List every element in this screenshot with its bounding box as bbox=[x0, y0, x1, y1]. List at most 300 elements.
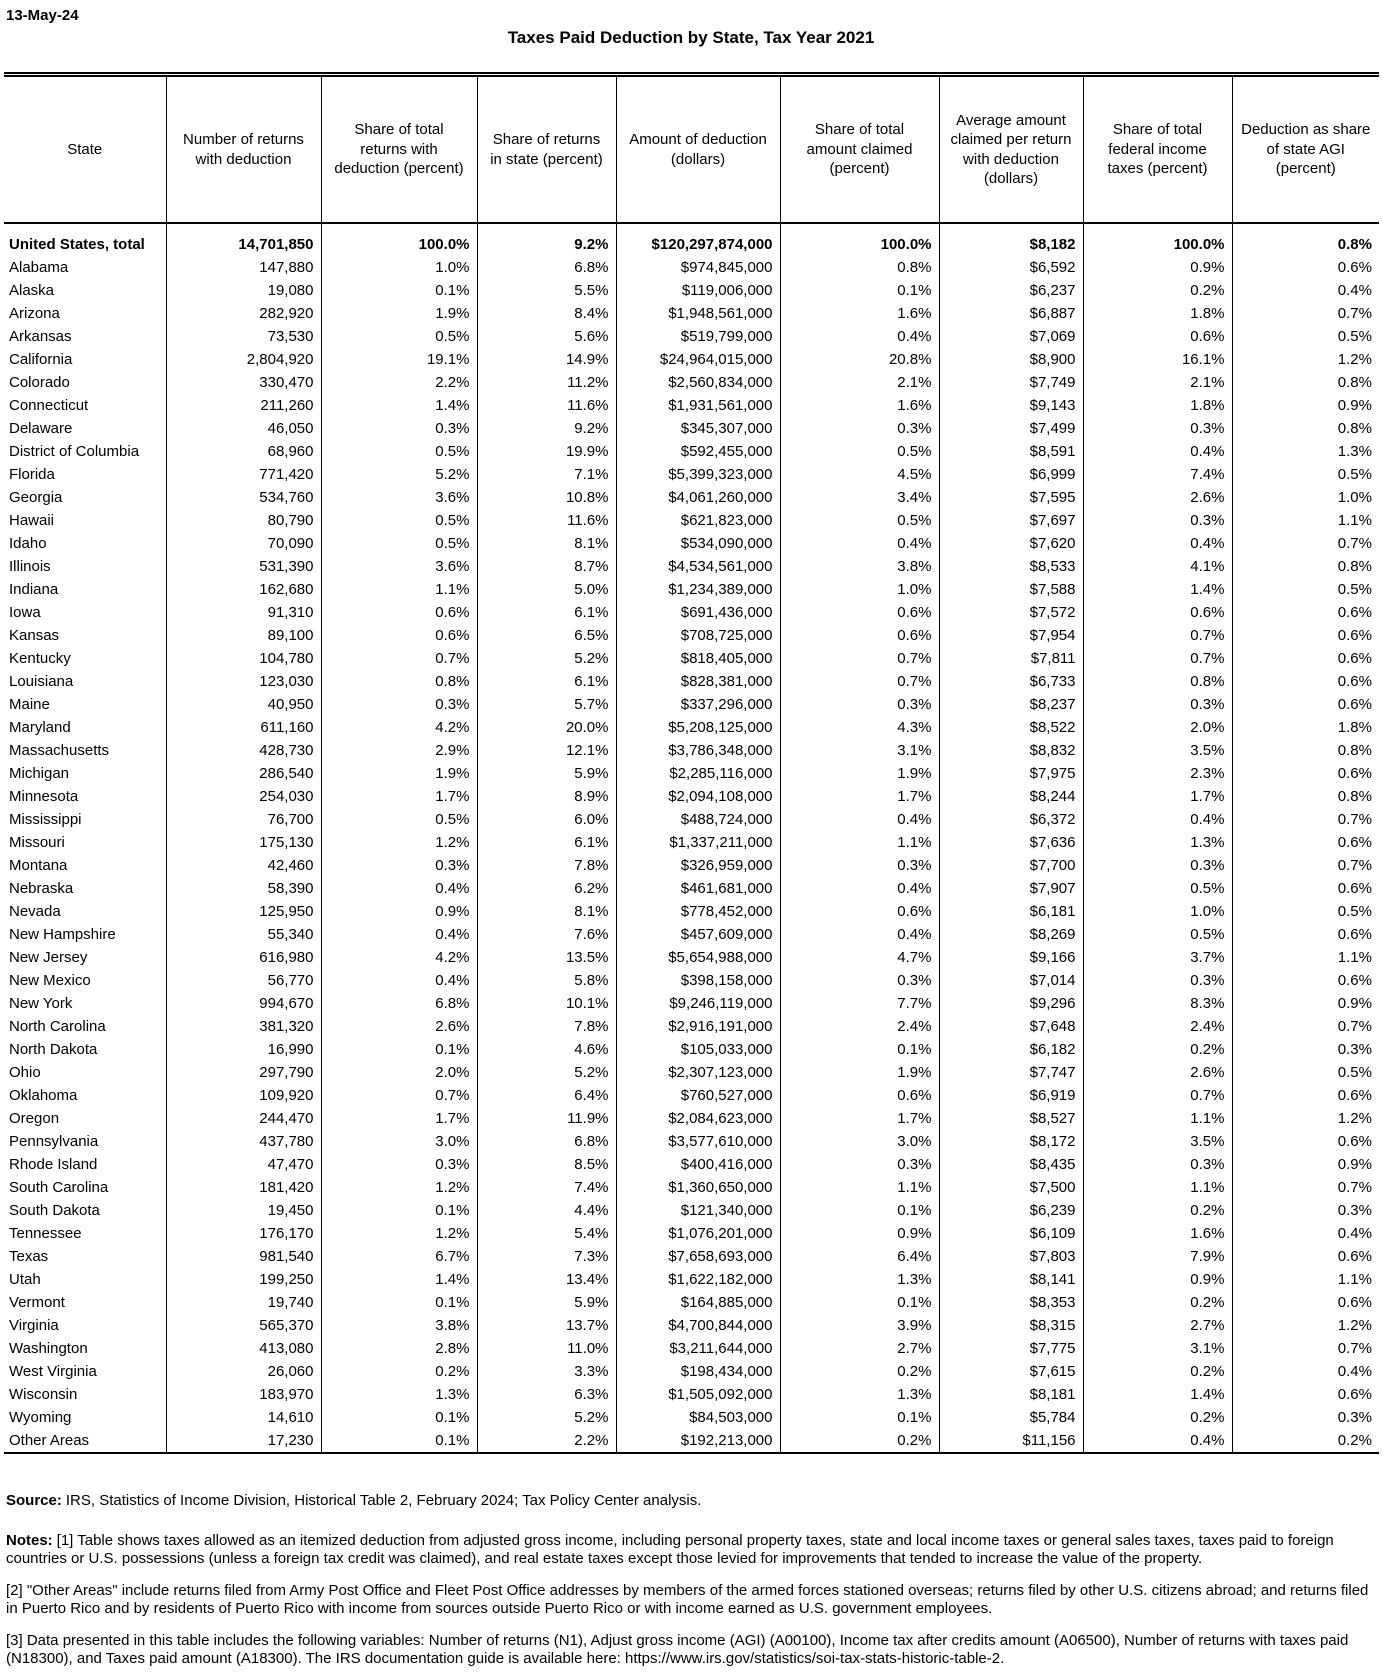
value-cell: 0.4% bbox=[1337, 1225, 1372, 1242]
value-cell: 7.8% bbox=[477, 854, 616, 877]
table-row bbox=[4, 1314, 1379, 1337]
page-title: Taxes Paid Deduction by State, Tax Year 2021 bbox=[507, 28, 875, 47]
value-cell: $1,234,389,000 bbox=[616, 578, 780, 601]
value-cell: $8,181 bbox=[939, 1383, 1083, 1406]
value-cell: 1.1% bbox=[1337, 1271, 1372, 1288]
state-cell: West Virginia bbox=[4, 1360, 166, 1383]
value-cell: $8,591 bbox=[939, 440, 1083, 463]
value-cell: 8.5% bbox=[477, 1153, 616, 1176]
value-cell: 20.0% bbox=[477, 716, 616, 739]
value-cell: 2.3% bbox=[1083, 762, 1232, 785]
value-cell: $1,337,211,000 bbox=[616, 831, 780, 854]
value-cell: $708,725,000 bbox=[616, 624, 780, 647]
value-cell: $6,999 bbox=[939, 463, 1083, 486]
table-row bbox=[4, 992, 1379, 1015]
value-cell: $818,405,000 bbox=[616, 647, 780, 670]
value-cell: $828,381,000 bbox=[616, 670, 780, 693]
value-cell: 100.0% bbox=[780, 223, 939, 256]
notes-label: Notes: bbox=[6, 1532, 53, 1549]
value-cell: 0.6% bbox=[1337, 1386, 1372, 1403]
col-header-state: State bbox=[4, 75, 166, 224]
value-cell: $2,285,116,000 bbox=[616, 762, 780, 785]
value-cell: 3.1% bbox=[1083, 1337, 1232, 1360]
value-cell: 19.9% bbox=[477, 440, 616, 463]
value-cell: 0.6% bbox=[1083, 325, 1232, 348]
state-cell: Rhode Island bbox=[4, 1153, 166, 1176]
value-cell: 0.5% bbox=[1083, 923, 1232, 946]
state-cell: North Carolina bbox=[4, 1015, 166, 1038]
value-cell: 0.3% bbox=[1083, 509, 1232, 532]
value-cell: 616,980 bbox=[166, 946, 321, 969]
value-cell: 1.4% bbox=[321, 394, 477, 417]
table-row bbox=[4, 509, 1379, 532]
value-cell: 16,990 bbox=[166, 1038, 321, 1061]
state-cell: Kentucky bbox=[4, 647, 166, 670]
state-cell: Iowa bbox=[4, 601, 166, 624]
value-cell: 0.4% bbox=[1083, 1429, 1232, 1453]
value-cell: 0.1% bbox=[321, 1038, 477, 1061]
value-cell: 0.5% bbox=[321, 808, 477, 831]
table-row bbox=[4, 1268, 1379, 1291]
value-cell: $3,577,610,000 bbox=[616, 1130, 780, 1153]
value-cell: 1.4% bbox=[1083, 1383, 1232, 1406]
value-cell: $7,954 bbox=[939, 624, 1083, 647]
value-cell: 0.6% bbox=[780, 601, 939, 624]
value-cell: 6.8% bbox=[321, 992, 477, 1015]
value-cell: 7.3% bbox=[477, 1245, 616, 1268]
value-cell: $8,435 bbox=[939, 1153, 1083, 1176]
state-cell: Mississippi bbox=[4, 808, 166, 831]
value-cell: 2.6% bbox=[1083, 1061, 1232, 1084]
value-cell: 0.6% bbox=[1337, 926, 1372, 943]
value-cell: 0.9% bbox=[1083, 256, 1232, 279]
table-row bbox=[4, 1038, 1379, 1061]
state-cell: Maine bbox=[4, 693, 166, 716]
value-cell: 5.2% bbox=[477, 647, 616, 670]
value-cell: $120,297,874,000 bbox=[616, 223, 780, 256]
value-cell: 0.4% bbox=[1337, 282, 1372, 299]
value-cell: $4,534,561,000 bbox=[616, 555, 780, 578]
value-cell: 7.4% bbox=[477, 1176, 616, 1199]
value-cell: 5.2% bbox=[477, 1061, 616, 1084]
state-cell: New Jersey bbox=[4, 946, 166, 969]
value-cell: $760,527,000 bbox=[616, 1084, 780, 1107]
value-cell: 6.2% bbox=[477, 877, 616, 900]
value-cell: $2,307,123,000 bbox=[616, 1061, 780, 1084]
value-cell: 0.3% bbox=[780, 969, 939, 992]
value-cell: 254,030 bbox=[166, 785, 321, 808]
table-row bbox=[4, 877, 1379, 900]
value-cell: 3.8% bbox=[780, 555, 939, 578]
value-cell: $345,307,000 bbox=[616, 417, 780, 440]
value-cell: 981,540 bbox=[166, 1245, 321, 1268]
value-cell: 8.9% bbox=[477, 785, 616, 808]
value-cell: 1.9% bbox=[321, 302, 477, 325]
value-cell: 80,790 bbox=[166, 509, 321, 532]
value-cell: $8,353 bbox=[939, 1291, 1083, 1314]
value-cell: $164,885,000 bbox=[616, 1291, 780, 1314]
state-cell: Missouri bbox=[4, 831, 166, 854]
value-cell: $2,560,834,000 bbox=[616, 371, 780, 394]
state-cell: Alabama bbox=[4, 256, 166, 279]
state-cell: Washington bbox=[4, 1337, 166, 1360]
value-cell: 0.6% bbox=[780, 1084, 939, 1107]
value-cell: 0.7% bbox=[1337, 535, 1372, 552]
col-header-deduction-share-agi: Deduction as share of state AGI (percent) bbox=[1232, 75, 1379, 224]
col-header-share-returns-in-state: Share of returns in state (percent) bbox=[477, 75, 616, 224]
value-cell: 0.4% bbox=[780, 325, 939, 348]
state-cell: Idaho bbox=[4, 532, 166, 555]
value-cell: 1.0% bbox=[780, 578, 939, 601]
value-cell: $7,803 bbox=[939, 1245, 1083, 1268]
state-cell: North Dakota bbox=[4, 1038, 166, 1061]
value-cell: $8,182 bbox=[939, 223, 1083, 256]
value-cell: 0.3% bbox=[1083, 693, 1232, 716]
table-row bbox=[4, 578, 1379, 601]
value-cell: 0.8% bbox=[1083, 670, 1232, 693]
table-row bbox=[4, 762, 1379, 785]
value-cell: 0.3% bbox=[1083, 1153, 1232, 1176]
value-cell: $9,143 bbox=[939, 394, 1083, 417]
value-cell: 46,050 bbox=[166, 417, 321, 440]
value-cell: 1.7% bbox=[780, 785, 939, 808]
table-row bbox=[4, 1199, 1379, 1222]
value-cell: 0.5% bbox=[780, 440, 939, 463]
value-cell: $7,907 bbox=[939, 877, 1083, 900]
value-cell: $8,237 bbox=[939, 693, 1083, 716]
value-cell: 11.2% bbox=[477, 371, 616, 394]
value-cell: $691,436,000 bbox=[616, 601, 780, 624]
value-cell: $8,269 bbox=[939, 923, 1083, 946]
state-cell: United States, total bbox=[4, 223, 166, 256]
value-cell: 3.7% bbox=[1083, 946, 1232, 969]
value-cell: 0.4% bbox=[1083, 532, 1232, 555]
state-cell: Nebraska bbox=[4, 877, 166, 900]
note-3-text: [3] Data presented in this table includes the following variables: Number of returns (N1), Adjust gross income (AGI) (A00100), Income tax after credits amount (A06500), Number of returns with taxes paid (N18300), and Taxes paid amount (A18300). The IRS documentation guide is available here: https://www.irs.gov/statistics/soi-tax-stats-historic-table-2. bbox=[6, 1632, 1349, 1667]
state-cell: Indiana bbox=[4, 578, 166, 601]
value-cell: $6,372 bbox=[939, 808, 1083, 831]
value-cell: 0.5% bbox=[321, 440, 477, 463]
value-cell: 6.8% bbox=[477, 1130, 616, 1153]
value-cell: 55,340 bbox=[166, 923, 321, 946]
value-cell: 162,680 bbox=[166, 578, 321, 601]
value-cell: 0.3% bbox=[321, 1153, 477, 1176]
value-cell: 1.6% bbox=[780, 394, 939, 417]
value-cell: 0.7% bbox=[1083, 624, 1232, 647]
value-cell: $5,654,988,000 bbox=[616, 946, 780, 969]
value-cell: 1.6% bbox=[1083, 1222, 1232, 1245]
value-cell: 0.2% bbox=[1083, 279, 1232, 302]
value-cell: $6,181 bbox=[939, 900, 1083, 923]
table-row bbox=[4, 532, 1379, 555]
value-cell: 0.6% bbox=[1337, 1133, 1372, 1150]
state-cell: Louisiana bbox=[4, 670, 166, 693]
value-cell: 1.1% bbox=[780, 831, 939, 854]
value-cell: 0.2% bbox=[1083, 1038, 1232, 1061]
value-cell: 2.4% bbox=[1083, 1015, 1232, 1038]
value-cell: 0.4% bbox=[1337, 1363, 1372, 1380]
value-cell: 8.7% bbox=[477, 555, 616, 578]
value-cell: 0.1% bbox=[321, 1199, 477, 1222]
value-cell: 0.6% bbox=[321, 624, 477, 647]
value-cell: 5.4% bbox=[477, 1222, 616, 1245]
value-cell: 428,730 bbox=[166, 739, 321, 762]
value-cell: 13.5% bbox=[477, 946, 616, 969]
value-cell: 104,780 bbox=[166, 647, 321, 670]
value-cell: 1.1% bbox=[780, 1176, 939, 1199]
value-cell: 2.7% bbox=[1083, 1314, 1232, 1337]
value-cell: 0.6% bbox=[1337, 765, 1372, 782]
value-cell: 6.4% bbox=[780, 1245, 939, 1268]
value-cell: 47,470 bbox=[166, 1153, 321, 1176]
value-cell: 7.4% bbox=[1083, 463, 1232, 486]
value-cell: 1.7% bbox=[1083, 785, 1232, 808]
state-cell: Ohio bbox=[4, 1061, 166, 1084]
table-row bbox=[4, 1084, 1379, 1107]
value-cell: 1.0% bbox=[1337, 489, 1372, 506]
value-cell: 16.1% bbox=[1083, 348, 1232, 371]
value-cell: 2.1% bbox=[1083, 371, 1232, 394]
value-cell: 211,260 bbox=[166, 394, 321, 417]
value-cell: 13.4% bbox=[477, 1268, 616, 1291]
value-cell: $7,014 bbox=[939, 969, 1083, 992]
value-cell: 1.1% bbox=[321, 578, 477, 601]
value-cell: 1.3% bbox=[780, 1383, 939, 1406]
value-cell: 5.6% bbox=[477, 325, 616, 348]
value-cell: 0.1% bbox=[780, 1406, 939, 1429]
value-cell: $7,975 bbox=[939, 762, 1083, 785]
value-cell: 1.9% bbox=[321, 762, 477, 785]
value-cell: 5.9% bbox=[477, 762, 616, 785]
header-row bbox=[4, 75, 1379, 224]
value-cell: 0.5% bbox=[321, 509, 477, 532]
value-cell: 1.1% bbox=[1083, 1176, 1232, 1199]
value-cell: 1.8% bbox=[1083, 394, 1232, 417]
table-row bbox=[4, 256, 1379, 279]
value-cell: 381,320 bbox=[166, 1015, 321, 1038]
value-cell: 2.2% bbox=[321, 371, 477, 394]
value-cell: $457,609,000 bbox=[616, 923, 780, 946]
value-cell: $337,296,000 bbox=[616, 693, 780, 716]
col-header-share-total-returns: Share of total returns with deduction (percent) bbox=[321, 75, 477, 224]
value-cell: 0.3% bbox=[321, 417, 477, 440]
state-cell: Michigan bbox=[4, 762, 166, 785]
value-cell: 4.4% bbox=[477, 1199, 616, 1222]
value-cell: $974,845,000 bbox=[616, 256, 780, 279]
value-cell: 3.0% bbox=[321, 1130, 477, 1153]
value-cell: 2.7% bbox=[780, 1337, 939, 1360]
value-cell: 0.4% bbox=[321, 923, 477, 946]
value-cell: 611,160 bbox=[166, 716, 321, 739]
value-cell: 1.7% bbox=[321, 1107, 477, 1130]
value-cell: 2.1% bbox=[780, 371, 939, 394]
value-cell: 0.8% bbox=[1337, 420, 1372, 437]
value-cell: 10.8% bbox=[477, 486, 616, 509]
state-cell: Wyoming bbox=[4, 1406, 166, 1429]
value-cell: $398,158,000 bbox=[616, 969, 780, 992]
value-cell: 413,080 bbox=[166, 1337, 321, 1360]
value-cell: 0.4% bbox=[321, 877, 477, 900]
value-cell: $8,533 bbox=[939, 555, 1083, 578]
state-cell: Arizona bbox=[4, 302, 166, 325]
value-cell: 0.8% bbox=[780, 256, 939, 279]
value-cell: $2,084,623,000 bbox=[616, 1107, 780, 1130]
value-cell: $198,434,000 bbox=[616, 1360, 780, 1383]
value-cell: 0.7% bbox=[1337, 1018, 1372, 1035]
value-cell: $84,503,000 bbox=[616, 1406, 780, 1429]
value-cell: 19,740 bbox=[166, 1291, 321, 1314]
value-cell: 0.6% bbox=[1337, 604, 1372, 621]
value-cell: 0.9% bbox=[321, 900, 477, 923]
value-cell: 437,780 bbox=[166, 1130, 321, 1153]
value-cell: 0.6% bbox=[1337, 834, 1372, 851]
value-cell: $1,076,201,000 bbox=[616, 1222, 780, 1245]
value-cell: 0.3% bbox=[1083, 854, 1232, 877]
value-cell: 123,030 bbox=[166, 670, 321, 693]
value-cell: 3.6% bbox=[321, 486, 477, 509]
value-cell: 0.2% bbox=[1083, 1360, 1232, 1383]
value-cell: 183,970 bbox=[166, 1383, 321, 1406]
value-cell: 5.2% bbox=[477, 1406, 616, 1429]
value-cell: $4,061,260,000 bbox=[616, 486, 780, 509]
value-cell: 12.1% bbox=[477, 739, 616, 762]
value-cell: 11.0% bbox=[477, 1337, 616, 1360]
value-cell: 17,230 bbox=[166, 1429, 321, 1453]
value-cell: 0.6% bbox=[780, 900, 939, 923]
value-cell: $9,246,119,000 bbox=[616, 992, 780, 1015]
value-cell: 9.2% bbox=[477, 417, 616, 440]
value-cell: 0.6% bbox=[1337, 1248, 1372, 1265]
value-cell: $7,648 bbox=[939, 1015, 1083, 1038]
value-cell: $488,724,000 bbox=[616, 808, 780, 831]
value-cell: 0.1% bbox=[321, 1429, 477, 1453]
table-row bbox=[4, 1406, 1379, 1429]
value-cell: 14,701,850 bbox=[166, 223, 321, 256]
value-cell: $8,244 bbox=[939, 785, 1083, 808]
value-cell: 0.4% bbox=[1083, 808, 1232, 831]
value-cell: $5,784 bbox=[939, 1406, 1083, 1429]
value-cell: 0.2% bbox=[780, 1360, 939, 1383]
value-cell: 4.3% bbox=[780, 716, 939, 739]
value-cell: $7,615 bbox=[939, 1360, 1083, 1383]
value-cell: 1.1% bbox=[1337, 512, 1372, 529]
value-cell: 3.0% bbox=[780, 1130, 939, 1153]
value-cell: 0.7% bbox=[1337, 1340, 1372, 1357]
value-cell: 5.5% bbox=[477, 279, 616, 302]
value-cell: $6,182 bbox=[939, 1038, 1083, 1061]
value-cell: 0.8% bbox=[1337, 374, 1372, 391]
source-label: Source: bbox=[6, 1492, 62, 1509]
value-cell: $7,749 bbox=[939, 371, 1083, 394]
source-line bbox=[6, 1492, 1376, 1510]
value-cell: 0.9% bbox=[780, 1222, 939, 1245]
value-cell: 8.4% bbox=[477, 302, 616, 325]
value-cell: 0.6% bbox=[1337, 650, 1372, 667]
value-cell: 0.9% bbox=[1083, 1268, 1232, 1291]
value-cell: 125,950 bbox=[166, 900, 321, 923]
value-cell: $105,033,000 bbox=[616, 1038, 780, 1061]
table-row bbox=[4, 808, 1379, 831]
value-cell: $7,747 bbox=[939, 1061, 1083, 1084]
col-header-number-of-returns: Number of returns with deduction bbox=[166, 75, 321, 224]
table-row bbox=[4, 463, 1379, 486]
value-cell: 0.3% bbox=[1337, 1409, 1372, 1426]
value-cell: $778,452,000 bbox=[616, 900, 780, 923]
value-cell: 8.1% bbox=[477, 532, 616, 555]
value-cell: 330,470 bbox=[166, 371, 321, 394]
state-cell: Other Areas bbox=[4, 1429, 166, 1453]
state-cell: Montana bbox=[4, 854, 166, 877]
value-cell: 0.3% bbox=[780, 417, 939, 440]
value-cell: 0.4% bbox=[780, 808, 939, 831]
table-row bbox=[4, 785, 1379, 808]
value-cell: 0.5% bbox=[1337, 328, 1372, 345]
value-cell: 0.4% bbox=[1083, 440, 1232, 463]
value-cell: 176,170 bbox=[166, 1222, 321, 1245]
state-cell: Delaware bbox=[4, 417, 166, 440]
state-cell: Virginia bbox=[4, 1314, 166, 1337]
value-cell: 0.5% bbox=[1337, 1064, 1372, 1081]
value-cell: $7,658,693,000 bbox=[616, 1245, 780, 1268]
value-cell: 6.1% bbox=[477, 670, 616, 693]
value-cell: 0.5% bbox=[1083, 877, 1232, 900]
value-cell: 0.3% bbox=[1083, 417, 1232, 440]
report-date: 13-May-24 bbox=[6, 7, 79, 24]
value-cell: 0.7% bbox=[1337, 305, 1372, 322]
value-cell: $8,141 bbox=[939, 1268, 1083, 1291]
footer-notes bbox=[6, 1492, 1376, 1668]
state-cell: South Carolina bbox=[4, 1176, 166, 1199]
value-cell: $6,239 bbox=[939, 1199, 1083, 1222]
value-cell: 14,610 bbox=[166, 1406, 321, 1429]
value-cell: 3.1% bbox=[780, 739, 939, 762]
value-cell: 0.8% bbox=[321, 670, 477, 693]
value-cell: $1,948,561,000 bbox=[616, 302, 780, 325]
value-cell: 76,700 bbox=[166, 808, 321, 831]
value-cell: 286,540 bbox=[166, 762, 321, 785]
value-cell: 1.1% bbox=[1337, 949, 1372, 966]
value-cell: 0.1% bbox=[780, 279, 939, 302]
value-cell: $400,416,000 bbox=[616, 1153, 780, 1176]
table-row bbox=[4, 1130, 1379, 1153]
value-cell: 1.3% bbox=[1337, 443, 1372, 460]
value-cell: 0.7% bbox=[1337, 1179, 1372, 1196]
value-cell: 2,804,920 bbox=[166, 348, 321, 371]
value-cell: 0.7% bbox=[1083, 647, 1232, 670]
value-cell: 3.4% bbox=[780, 486, 939, 509]
value-cell: 175,130 bbox=[166, 831, 321, 854]
value-cell: 0.1% bbox=[780, 1038, 939, 1061]
value-cell: 6.3% bbox=[477, 1383, 616, 1406]
value-cell: 3.9% bbox=[780, 1314, 939, 1337]
value-cell: 4.2% bbox=[321, 946, 477, 969]
value-cell: 73,530 bbox=[166, 325, 321, 348]
value-cell: 0.3% bbox=[780, 854, 939, 877]
value-cell: 89,100 bbox=[166, 624, 321, 647]
value-cell: 0.8% bbox=[1337, 788, 1372, 805]
table-row bbox=[4, 223, 1379, 256]
state-cell: New Mexico bbox=[4, 969, 166, 992]
value-cell: $5,399,323,000 bbox=[616, 463, 780, 486]
value-cell: 0.5% bbox=[321, 325, 477, 348]
col-header-share-amount-claimed: Share of total amount claimed (percent) bbox=[780, 75, 939, 224]
value-cell: $7,500 bbox=[939, 1176, 1083, 1199]
source-text: IRS, Statistics of Income Division, Historical Table 2, February 2024; Tax Policy Center analysis. bbox=[65, 1492, 702, 1509]
value-cell: $1,622,182,000 bbox=[616, 1268, 780, 1291]
value-cell: 1.3% bbox=[321, 1383, 477, 1406]
value-cell: 6.4% bbox=[477, 1084, 616, 1107]
value-cell: $2,916,191,000 bbox=[616, 1015, 780, 1038]
